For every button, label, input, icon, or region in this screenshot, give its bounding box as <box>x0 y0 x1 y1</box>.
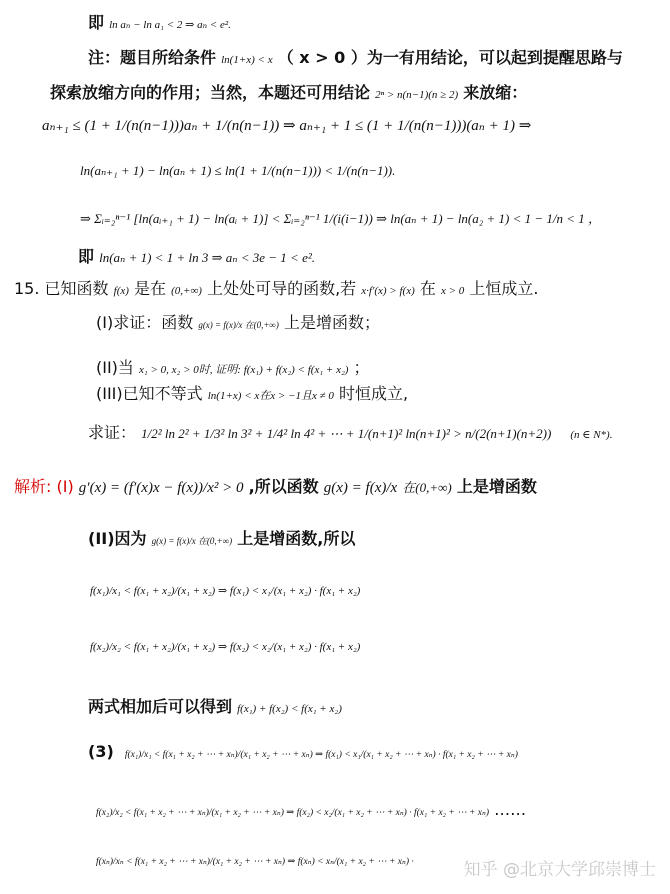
prove-line <box>88 420 612 443</box>
problem-15-statement <box>14 276 538 299</box>
math-line-log-bound: ln(aₙ₊₁ + 1) − ln(aₙ + 1) ≤ ln(1 + 1/(n(n−1))) < 1/(n(n−1)). <box>80 163 396 178</box>
part-label: (III)已知不等式 <box>96 384 203 403</box>
solution-part-label: (II)因为 <box>88 529 147 548</box>
math-interval: 在(0,+∞) <box>402 480 452 495</box>
math-domain: (n ∈ N*). <box>570 429 613 441</box>
ellipsis: …… <box>494 800 527 819</box>
prove-label: 求证： <box>88 423 137 442</box>
solution-label: 解析: <box>14 477 52 496</box>
math-interval: (0,+∞) <box>171 285 202 297</box>
part-suffix: 上是增函数； <box>283 313 380 332</box>
solution-sum-line <box>88 694 342 717</box>
prefix-ji: 即 <box>88 13 105 32</box>
math-condition: ln(1+x) < x <box>221 54 273 66</box>
solution-part-2-intro <box>88 526 355 549</box>
math-line-sum: ⇒ Σᵢ₌₂ⁿ⁻¹ [ln(aᵢ₊₁ + 1) − ln(aᵢ + 1)] < Σᵢ₌₂ⁿ⁻¹ 1/(i(i−1)) ⇒ ln(aₙ + 1) − ln(a₂ + 1) < 1 − 1/n < 1 ， <box>80 211 602 226</box>
math-condition: x·f′(x) > f(x) <box>361 285 415 297</box>
note-text-cont: 探索放缩方向的作用；当然，本题还可用结论 <box>50 83 371 102</box>
solution-text: ,所以函数 <box>248 477 319 496</box>
statement-text: 上恒成立. <box>469 279 539 298</box>
part-suffix: ； <box>353 358 370 377</box>
math-derivation-x2: f(x₂)/x₂ < f(x₁ + x₂)/(x₁ + x₂) ⇒ f(x₂) < x₂/(x₁ + x₂) · f(x₁ + x₂) <box>90 641 361 653</box>
math-gx: g(x) = f(x)/x 在(0,+∞) <box>198 320 279 330</box>
solution-part-1 <box>14 474 537 497</box>
text-line-7 <box>78 244 315 267</box>
math-prove: 1/2² ln 2² + 1/3² ln 3² + 1/4² ln 4² + ⋯ + 1/(n+1)² ln(n+1)² > n/(2(n+1)(n+2)) <box>141 426 552 441</box>
math-xpos: x > 0 <box>440 285 465 297</box>
note-label: 注：题目所给条件 <box>88 48 217 67</box>
solution-text: 两式相加后可以得到 <box>88 697 233 716</box>
part-1-question <box>96 310 380 333</box>
text-line-2 <box>88 45 623 68</box>
math-derivation-nn: f(xₙ)/xₙ < f(x₁ + x₂ + ⋯ + xₙ)/(x₁ + x₂ + ⋯ + xₙ) ⇒ f(xₙ) < xₙ/(x₁ + x₂ + ⋯ + xₙ) · <box>96 857 414 867</box>
statement-text: 上处处可导的函数,若 <box>207 279 357 298</box>
part-label: (II)当 <box>96 358 134 377</box>
math-alt-conclusion: 2ⁿ > n(n−1)(n ≥ 2) <box>375 89 459 101</box>
prefix-ji-2: 即 <box>78 247 95 266</box>
solution-part-label: (3) <box>88 742 114 761</box>
solution-suffix: 上是增函数 <box>456 477 537 496</box>
statement-text: 是在 <box>134 279 167 298</box>
watermark: 知乎 @北京大学邱崇博士 <box>463 860 656 880</box>
math-part3: ln(1+x) < x在x > −1且x ≠ 0 <box>207 390 334 402</box>
math-derivation-x1: f(x₁)/x₁ < f(x₁ + x₂)/(x₁ + x₂) ⇒ f(x₁) < x₁/(x₁ + x₂) · f(x₁ + x₂) <box>90 585 361 597</box>
statement-text: 在 <box>419 279 436 298</box>
text-line-3 <box>50 80 527 103</box>
math-part2: x₁ > 0, x₂ > 0时, 证明: f(x₁) + f(x₂) < f(x₁ + x₂) <box>139 364 349 376</box>
math-line-recurrence: aₙ₊₁ ≤ (1 + 1/(n(n−1)))aₙ + 1/(n(n−1)) ⇒ aₙ₊₁ + 1 ≤ (1 + 1/(n(n−1)))(aₙ + 1) ⇒ <box>42 118 532 134</box>
note-suffix: 来放缩： <box>463 83 528 102</box>
part-label: (I)求证：函数 <box>96 313 194 332</box>
math-derivation-n1: f(x₁)/x₁ < f(x₁ + x₂ + ⋯ + xₙ)/(x₁ + x₂ + ⋯ + xₙ) ⇒ f(x₁) < x₁/(x₁ + x₂ + ⋯ + xₙ) · f(x₁ + x₂ + ⋯ + xₙ) <box>124 750 518 760</box>
math-final: ln(aₙ + 1) < 1 + ln 3 ⇒ aₙ < 3e − 1 < e². <box>99 250 315 265</box>
math-gx: g(x) = f(x)/x 在(0,+∞) <box>151 536 233 546</box>
part-3-question <box>96 381 408 404</box>
math-gx-def: g(x) = f(x)/x <box>323 480 398 496</box>
math-result: f(x₁) + f(x₂) < f(x₁ + x₂) <box>237 703 342 715</box>
part-2-question <box>96 355 370 378</box>
note-text: （ x > 0 ）为一有用结论，可以起到提醒思路与 <box>277 48 623 67</box>
solution-part-3 <box>88 742 518 761</box>
solution-part-3-line-2 <box>96 800 526 819</box>
statement-text: 已知函数 <box>44 279 109 298</box>
problem-number: 15. <box>14 279 40 298</box>
math-inequality: ln aₙ − ln a₁ < 2 ⇒ aₙ < e². <box>109 19 231 31</box>
math-derivation-n2: f(x₂)/x₂ < f(x₁ + x₂ + ⋯ + xₙ)/(x₁ + x₂ + ⋯ + xₙ) ⇒ f(x₂) < x₂/(x₁ + x₂ + ⋯ + xₙ) · f(x₁ + x₂ + ⋯ + xₙ) <box>96 808 490 818</box>
part-suffix: 时恒成立, <box>338 384 409 403</box>
math-derivative: g′(x) = (f′(x)x − f(x))/x² > 0 <box>78 480 244 496</box>
math-fx: f(x) <box>113 285 129 297</box>
text-line-1 <box>88 10 231 33</box>
solution-part-label: (I) <box>56 477 74 496</box>
solution-suffix: 上是增函数,所以 <box>237 529 356 548</box>
